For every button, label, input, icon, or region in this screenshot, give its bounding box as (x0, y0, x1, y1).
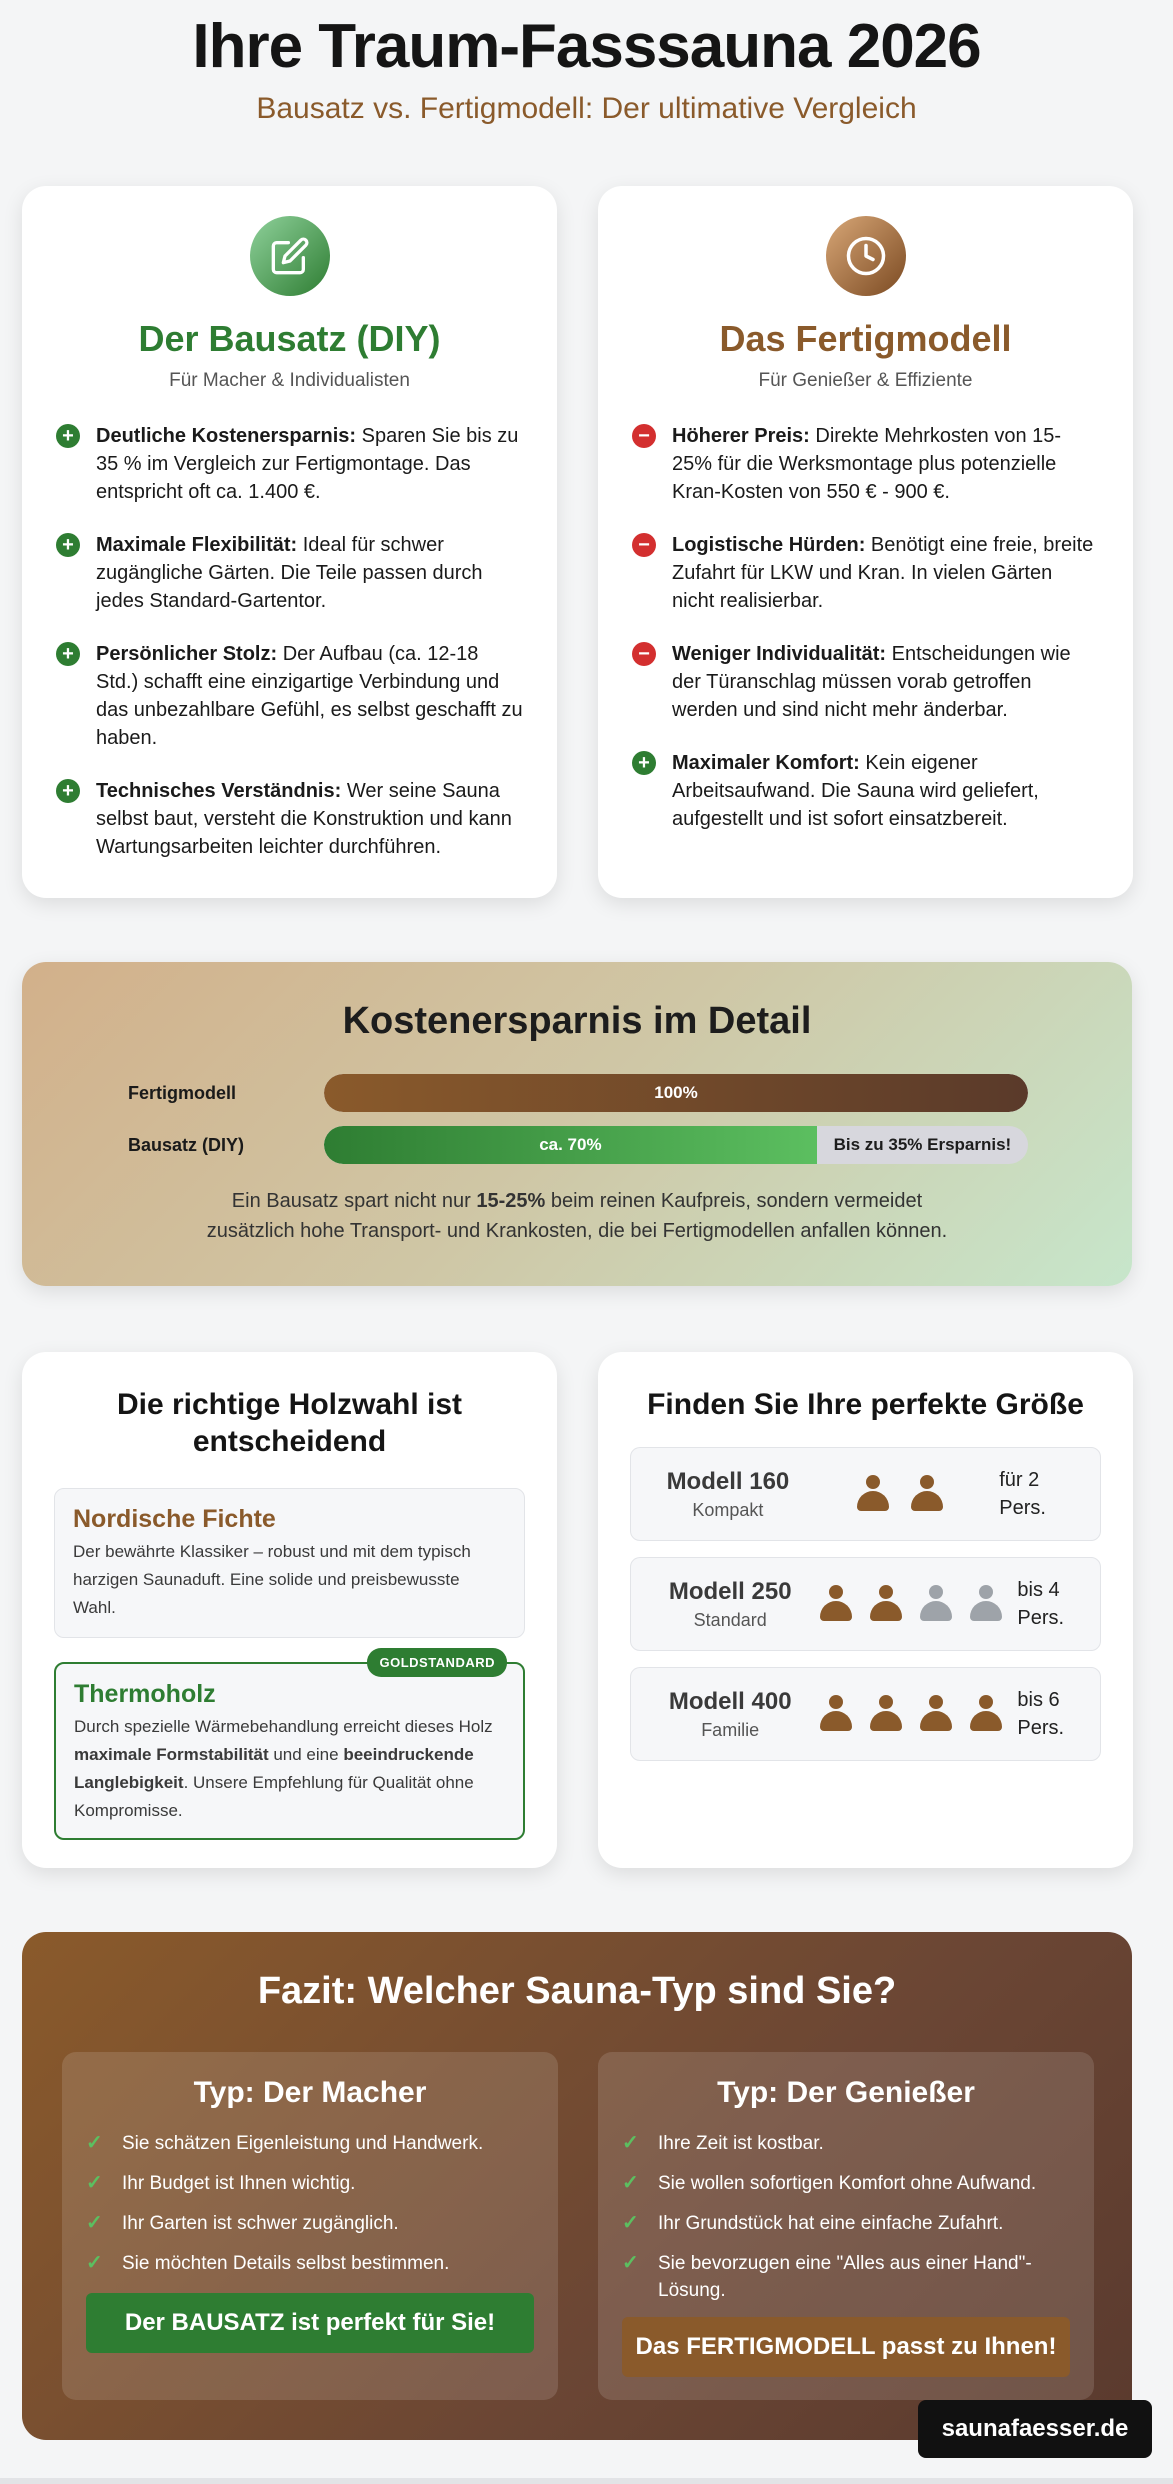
fertig-point (632, 640, 1099, 724)
size-card (598, 1352, 1133, 1868)
cost-bar-fill: 100% (324, 1074, 1028, 1112)
plus-icon: + (56, 779, 80, 803)
diy-subtitle: Für Macher & Individualisten (169, 370, 410, 391)
model-name-block (649, 1578, 811, 1631)
model-capacity: bis 4 Pers. (1017, 1579, 1065, 1629)
diy-point (56, 422, 523, 506)
wood-desc-highlight: beeindruckende Langlebigkeit (74, 1745, 474, 1792)
list-item (86, 2210, 534, 2237)
check-icon: ✓ (86, 2252, 103, 2274)
model-row (630, 1557, 1101, 1651)
minus-icon: − (632, 424, 656, 448)
list-item-text: Ihr Grundstück hat eine einfache Zufahrt. (658, 2213, 1004, 2234)
cost-note-highlight: 15-25% (476, 1190, 546, 1212)
point-text: Kein eigener Arbeitsaufwand. Die Sauna wird geliefert, aufgestellt und ist sofort einsatzbereit. (672, 752, 1039, 830)
point-text: Wer seine Sauna selbst baut, versteht die Konstruktion und kann Wartungsarbeiten leichter durchführen. (96, 780, 512, 858)
plus-icon: + (56, 424, 80, 448)
type-macher (62, 2052, 558, 2400)
diy-point (56, 531, 523, 615)
list-item (622, 2130, 1070, 2157)
minus-icon: − (632, 642, 656, 666)
cost-note-text: beim reinen Kaufpreis, sondern vermeidet zusätzlich hohe Transport- und Krankosten, die bei Fertigmodellen anfallen können. (206, 1190, 948, 1242)
cost-bar-fill: ca. 70% (324, 1126, 817, 1164)
fazit-title: Fazit: Welcher Sauna-Typ sind Sie? (257, 1970, 897, 2012)
page-header (0, 0, 1173, 126)
point-text: Direkte Mehrkosten von 15-25% für die Werksmontage plus potenzielle Kran-Kosten von 550 € - 900 €. (672, 425, 1062, 503)
point-text: Entscheidungen wie der Türanschlag müssen vorab getroffen werden und sind nicht mehr änderbar. (672, 643, 1071, 721)
check-icon: ✓ (622, 2172, 639, 2194)
cost-row-fertig (128, 1074, 1046, 1112)
person-icon (910, 1475, 944, 1513)
diy-card (22, 186, 557, 898)
fertig-card (598, 186, 1133, 898)
site-watermark: saunafaesser.de (918, 2400, 1152, 2458)
point-text: Sparen Sie bis zu 35 % im Vergleich zur Fertigmontage. Das entspricht oft ca. 1.400 €. (96, 425, 519, 503)
person-icon (856, 1475, 890, 1513)
wood-desc (74, 1713, 505, 1825)
list-item (622, 2250, 1070, 2304)
bausatz-cta-button[interactable]: Der BAUSATZ ist perfekt für Sie! (86, 2293, 534, 2353)
type-list (86, 2130, 534, 2277)
model-sub: Kompakt (692, 1499, 764, 1520)
list-item (86, 2170, 534, 2197)
bottom-divider (0, 2478, 1173, 2484)
goldstandard-badge: GOLDSTANDARD (367, 1648, 507, 1677)
list-item-text: Ihr Garten ist schwer zugänglich. (122, 2213, 399, 2234)
type-geniesser (598, 2052, 1094, 2400)
list-item-text: Sie wollen sofortigen Komfort ohne Aufwand. (658, 2173, 1037, 2194)
model-name: Modell 160 (666, 1467, 790, 1495)
model-name: Modell 400 (668, 1687, 792, 1715)
plus-icon: + (56, 642, 80, 666)
point-text: Ideal für schwer zugängliche Gärten. Die Teile passen durch jedes Standard-Gartentor. (96, 534, 483, 612)
point-title: Deutliche Kostenersparnis: (96, 425, 357, 447)
wood-desc: Der bewährte Klassiker – robust und mit dem typisch harzigen Saunaduft. Eine solide und preisbewusste Wahl. (73, 1542, 471, 1617)
person-icon (819, 1695, 853, 1733)
edit-icon (250, 216, 330, 296)
check-icon: ✓ (622, 2132, 639, 2154)
person-icon (819, 1585, 853, 1623)
fertig-point (632, 531, 1099, 615)
fertigmodell-cta-button[interactable]: Das FERTIGMODELL passt zu Ihnen! (622, 2317, 1070, 2377)
plus-icon: + (56, 533, 80, 557)
type-title: Typ: Der Macher (193, 2076, 427, 2109)
fertig-subtitle: Für Genießer & Effiziente (758, 370, 973, 391)
cost-note (202, 1186, 952, 1246)
model-name-block (649, 1468, 807, 1521)
list-item (86, 2130, 534, 2157)
diy-point (56, 640, 523, 752)
wood-name: Thermoholz (74, 1680, 216, 1708)
person-icons (815, 1475, 985, 1513)
model-name: Modell 250 (668, 1577, 792, 1605)
diy-title: Der Bausatz (DIY) (138, 318, 441, 359)
check-icon: ✓ (86, 2132, 103, 2154)
check-icon: ✓ (622, 2212, 639, 2234)
page-title: Ihre Traum-Fasssauna 2026 (192, 12, 981, 81)
model-sub: Familie (701, 1719, 760, 1740)
person-icons (819, 1695, 1003, 1733)
fertig-point (632, 422, 1099, 506)
size-title: Finden Sie Ihre perfekte Größe (647, 1388, 1084, 1421)
person-icons (819, 1585, 1003, 1623)
person-icon (869, 1695, 903, 1733)
person-icon (969, 1695, 1003, 1733)
list-item-text: Ihr Budget ist Ihnen wichtig. (122, 2173, 356, 2194)
cost-bar-track (324, 1074, 1028, 1112)
fertig-point (632, 749, 1099, 833)
clock-icon (826, 216, 906, 296)
list-item-text: Sie bevorzugen eine "Alles aus einer Hand"-Lösung. (658, 2253, 1032, 2301)
fertig-title: Das Fertigmodell (719, 318, 1012, 359)
model-name-block (649, 1688, 811, 1741)
list-item (622, 2170, 1070, 2197)
person-icon (969, 1585, 1003, 1623)
point-title: Persönlicher Stolz: (96, 643, 278, 665)
page-subtitle: Bausatz vs. Fertigmodell: Der ultimative Vergleich (256, 92, 917, 126)
model-list (630, 1447, 1101, 1761)
plus-icon: + (632, 751, 656, 775)
check-icon: ✓ (86, 2172, 103, 2194)
model-row (630, 1667, 1101, 1761)
cost-row-label: Fertigmodell (128, 1082, 237, 1103)
point-text: Der Aufbau (ca. 12-18 Std.) schafft eine einzigartige Verbindung und das unbezahlbare Gefühl, es selbst geschafft zu haben. (96, 643, 523, 749)
cost-bar-track (324, 1126, 1028, 1164)
diy-points-list (56, 422, 523, 861)
cost-title: Kostenersparnis im Detail (342, 1000, 812, 1042)
model-capacity: bis 6 Pers. (1017, 1689, 1065, 1739)
type-title: Typ: Der Genießer (717, 2076, 975, 2109)
person-icon (919, 1695, 953, 1733)
savings-label: Bis zu 35% Ersparnis! (833, 1135, 1012, 1154)
minus-icon: − (632, 533, 656, 557)
wood-option-thermo (54, 1655, 525, 1840)
point-title: Weniger Individualität: (672, 643, 887, 665)
wood-card (22, 1352, 557, 1868)
wood-desc-text: Durch spezielle Wärmebehandlung erreicht dieses Holz (74, 1717, 493, 1736)
point-title: Höherer Preis: (672, 425, 810, 447)
point-title: Technisches Verständnis: (96, 780, 342, 802)
list-item-text: Sie schätzen Eigenleistung und Handwerk. (122, 2133, 484, 2154)
type-list (622, 2130, 1070, 2304)
cost-note-text: Ein Bausatz spart nicht nur (231, 1190, 477, 1212)
fertig-points-list (632, 422, 1099, 833)
wood-desc-highlight: maximale Formstabilität (74, 1745, 269, 1764)
list-item-text: Sie möchten Details selbst bestimmen. (122, 2253, 450, 2274)
wood-title: Die richtige Holzwahl ist entscheidend (116, 1388, 463, 1458)
wood-name: Nordische Fichte (73, 1505, 276, 1533)
list-item (622, 2210, 1070, 2237)
wood-option-fichte (54, 1488, 525, 1638)
wood-desc-text: . Unsere Empfehlung für Qualität ohne Kompromisse. (74, 1773, 474, 1820)
model-sub: Standard (693, 1609, 767, 1630)
model-row (630, 1447, 1101, 1541)
wood-desc-text: und eine (268, 1745, 344, 1764)
list-item-text: Ihre Zeit ist kostbar. (658, 2133, 824, 2154)
person-icon (919, 1585, 953, 1623)
cost-row-label: Bausatz (DIY) (128, 1134, 245, 1155)
cost-row-diy (128, 1126, 1046, 1164)
list-item (86, 2250, 534, 2277)
diy-point (56, 777, 523, 861)
point-text: Benötigt eine freie, breite Zufahrt für LKW und Kran. In vielen Gärten nicht realisierbar. (672, 534, 1094, 612)
person-icon (869, 1585, 903, 1623)
check-icon: ✓ (622, 2252, 639, 2274)
model-capacity: für 2 Pers. (999, 1469, 1046, 1519)
check-icon: ✓ (86, 2212, 103, 2234)
point-title: Maximale Flexibilität: (96, 534, 298, 556)
fazit-section (22, 1932, 1132, 2440)
cost-comparison (22, 962, 1132, 1286)
point-title: Logistische Hürden: (672, 534, 866, 556)
point-title: Maximaler Komfort: (672, 752, 860, 774)
